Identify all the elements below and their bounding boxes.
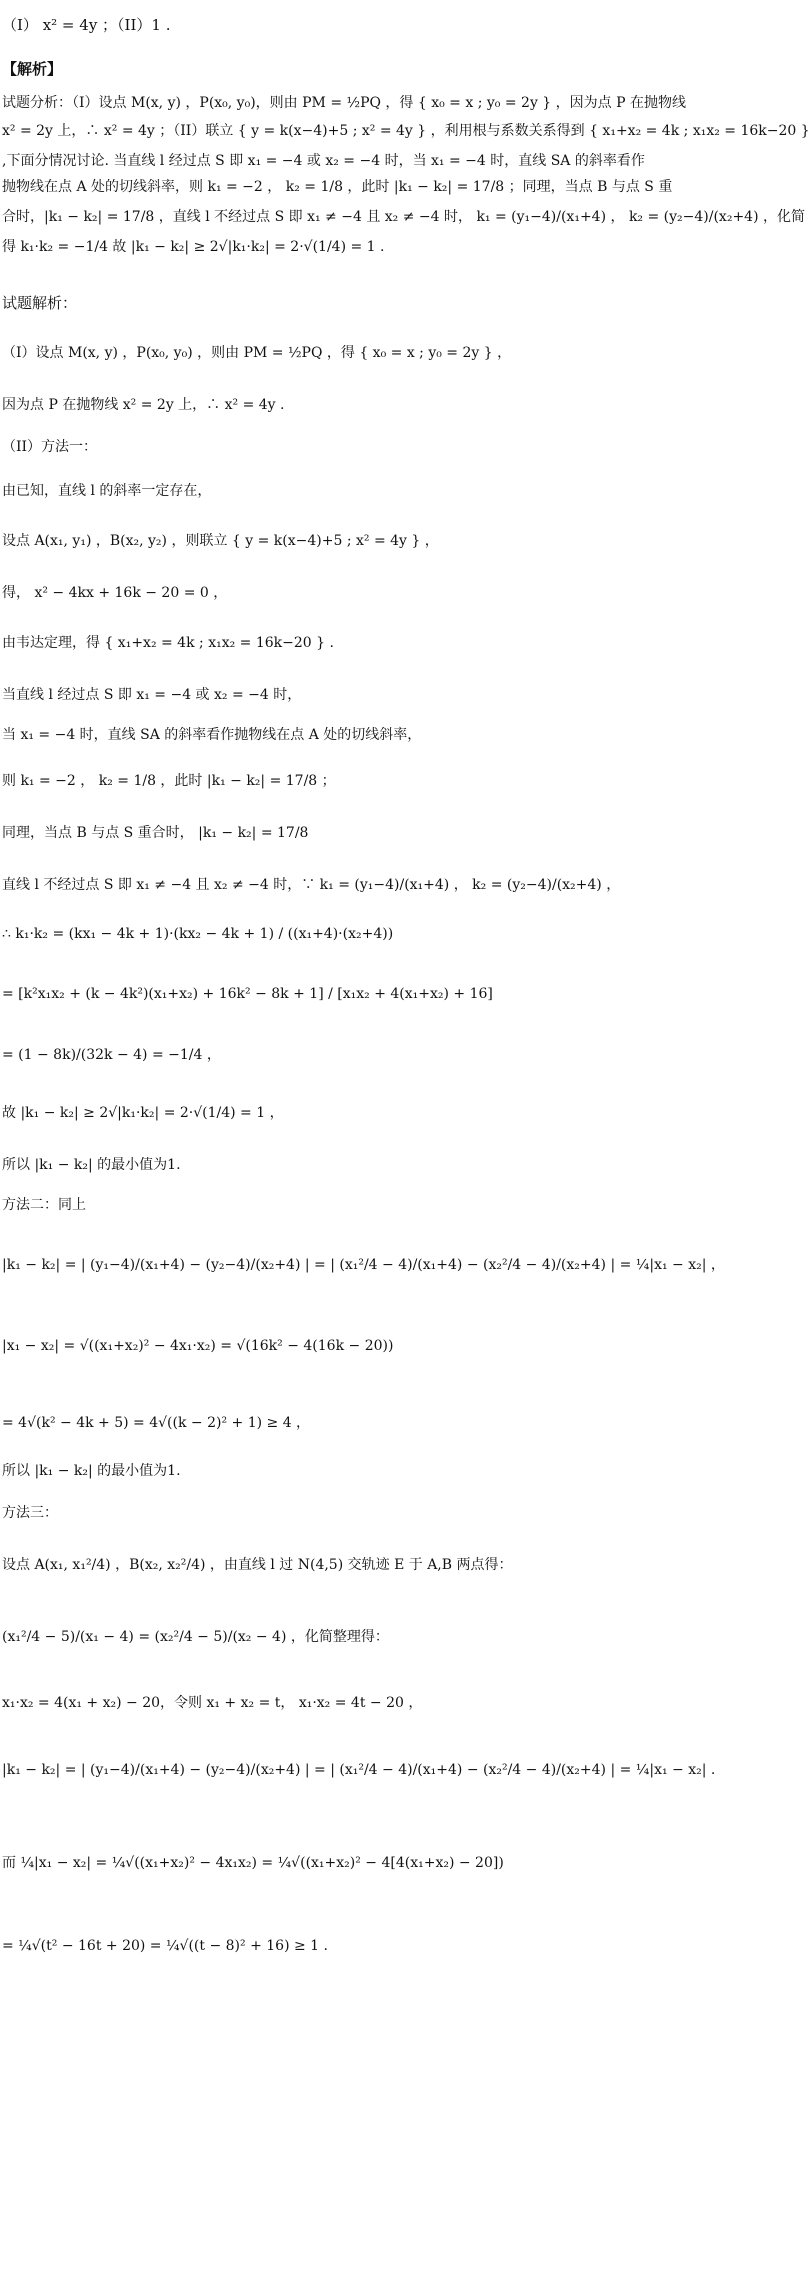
method2-line-1: |k₁ − k₂| = | (y₁−4)/(x₁+4) − (y₂−4)/(x₂+4) | = | (x₁²/4 − 4)/(x₁+4) − (x₂²/4 − 4)/(x₂+4) | = ¼|x₁ − x₂| ， [2,1257,725,1273]
method1-line-11: = [k²x₁x₂ + (k − 4k²)(x₁+x₂) + 16k² − 8k + 1] / [x₁x₂ + 4(x₁+x₂) + 16] [2,986,493,1002]
method1-line-1: 由已知，直线 l 的斜率一定存在， [2,483,212,499]
method1-line-6: 当 x₁ = −4 时，直线 SA 的斜率看作抛物线在点 A 处的切线斜率， [2,727,422,743]
method1-line-9: 直线 l 不经过点 S 即 x₁ ≠ −4 且 x₂ ≠ −4 时，∵ k₁ = (y₁−4)/(x₁+4) ， k₂ = (y₂−4)/(x₂+4) ， [2,877,621,893]
analysis-line-4: 抛物线在点 A 处的切线斜率，则 k₁ = −2 ， k₂ = 1/8 ，此时 |k₁ − k₂| = 17/8 ；同理，当点 B 与点 S 重 [2,179,673,195]
method1-line-5: 当直线 l 经过点 S 即 x₁ = −4 或 x₂ = −4 时， [2,687,302,703]
analysis-line-2: x² = 2y 上，∴ x² = 4y ；（II）联立 { y = k(x−4)+5 ; x² = 4y } ，利用根与系数关系得到 { x₁+x₂ = 4k ; x₁x₂ = 16k−20 } [2,123,810,139]
method3-line-3: x₁·x₂ = 4(x₁ + x₂) − 20，令则 x₁ + x₂ = t， x₁·x₂ = 4t − 20 ， [2,1695,423,1711]
method1-line-3: 得， x² − 4kx + 16k − 20 = 0 ， [2,585,228,601]
method3-line-6: = ¼√(t² − 16t + 20) = ¼√((t − 8)² + 16) ≥ 1 . [2,1938,328,1954]
method2-line-4: 所以 |k₁ − k₂| 的最小值为1. [2,1463,181,1479]
method3-heading: 方法三： [2,1505,58,1521]
method2-heading: 方法二：同上 [2,1197,86,1213]
method1-line-12: = (1 − 8k)/(32k − 4) = −1/4 ， [2,1047,221,1063]
method1-line-8: 同理，当点 B 与点 S 重合时， |k₁ − k₂| = 17/8 [2,825,309,841]
solution-heading: 试题解析： [2,294,78,312]
method3-line-2: (x₁²/4 − 5)/(x₁ − 4) = (x₂²/4 − 5)/(x₂ − 4) ，化简整理得： [2,1629,389,1645]
method1-line-13: 故 |k₁ − k₂| ≥ 2√|k₁·k₂| = 2·√(1/4) = 1 ， [2,1105,284,1121]
analysis-line-1: 试题分析：（I）设点 M(x, y) ，P(x₀, y₀)，则由 PM = ½PQ ，得 { x₀ = x ; y₀ = 2y } ，因为点 P 在抛物线 [2,95,686,111]
analysis-heading: 【解析】 [2,60,63,78]
method3-line-4: |k₁ − k₂| = | (y₁−4)/(x₁+4) − (y₂−4)/(x₂+4) | = | (x₁²/4 − 4)/(x₁+4) − (x₂²/4 − 4)/(x₂+4) | = ¼|x₁ − x₂| . [2,1762,716,1778]
method2-line-2: |x₁ − x₂| = √((x₁+x₂)² − 4x₁·x₂) = √(16k² − 4(16k − 20)) [2,1338,394,1354]
part1-line-1: （I）设点 M(x, y) ，P(x₀, y₀) ，则由 PM = ½PQ ，得 { x₀ = x ; y₀ = 2y } ， [2,345,512,361]
method1-line-2: 设点 A(x₁, y₁) ，B(x₂, y₂) ，则联立 { y = k(x−4)+5 ; x² = 4y } ， [2,533,439,549]
method3-line-5: 而 ¼|x₁ − x₂| = ¼√((x₁+x₂)² − 4x₁x₂) = ¼√((x₁+x₂)² − 4[4(x₁+x₂) − 20]) [2,1855,504,1871]
analysis-line-6: 得 k₁·k₂ = −1/4 故 |k₁ − k₂| ≥ 2√|k₁·k₂| = 2·√(1/4) = 1 . [2,239,385,255]
method1-line-10: ∴ k₁·k₂ = (kx₁ − 4k + 1)·(kx₂ − 4k + 1) / ((x₁+4)·(x₂+4)) [2,926,394,942]
analysis-line-3: ,下面分情况讨论. 当直线 l 经过点 S 即 x₁ = −4 或 x₂ = −4 时，当 x₁ = −4 时，直线 SA 的斜率看作 [2,153,645,169]
method2-line-3: = 4√(k² − 4k + 5) = 4√((k − 2)² + 1) ≥ 4 ， [2,1415,311,1431]
analysis-line-5: 合时，|k₁ − k₂| = 17/8 ，直线 l 不经过点 S 即 x₁ ≠ −4 且 x₂ ≠ −4 时， k₁ = (y₁−4)/(x₁+4) ， k₂ = (y₂−4)/(x₂+4) ，化简 [2,209,805,225]
answer-line: （I） x² = 4y ；（II）1 . [2,16,171,34]
part1-line-2: 因为点 P 在抛物线 x² = 2y 上，∴ x² = 4y . [2,397,285,413]
method1-heading: （II）方法一： [2,439,98,455]
method1-line-4: 由韦达定理，得 { x₁+x₂ = 4k ; x₁x₂ = 16k−20 } . [2,635,334,651]
method1-line-14: 所以 |k₁ − k₂| 的最小值为1. [2,1157,181,1173]
method3-line-1: 设点 A(x₁, x₁²/4) ，B(x₂, x₂²/4) ，由直线 l 过 N(4,5) 交轨迹 E 于 A,B 两点得： [2,1557,513,1573]
method1-line-7: 则 k₁ = −2 ， k₂ = 1/8 ，此时 |k₁ − k₂| = 17/8 ； [2,773,336,789]
